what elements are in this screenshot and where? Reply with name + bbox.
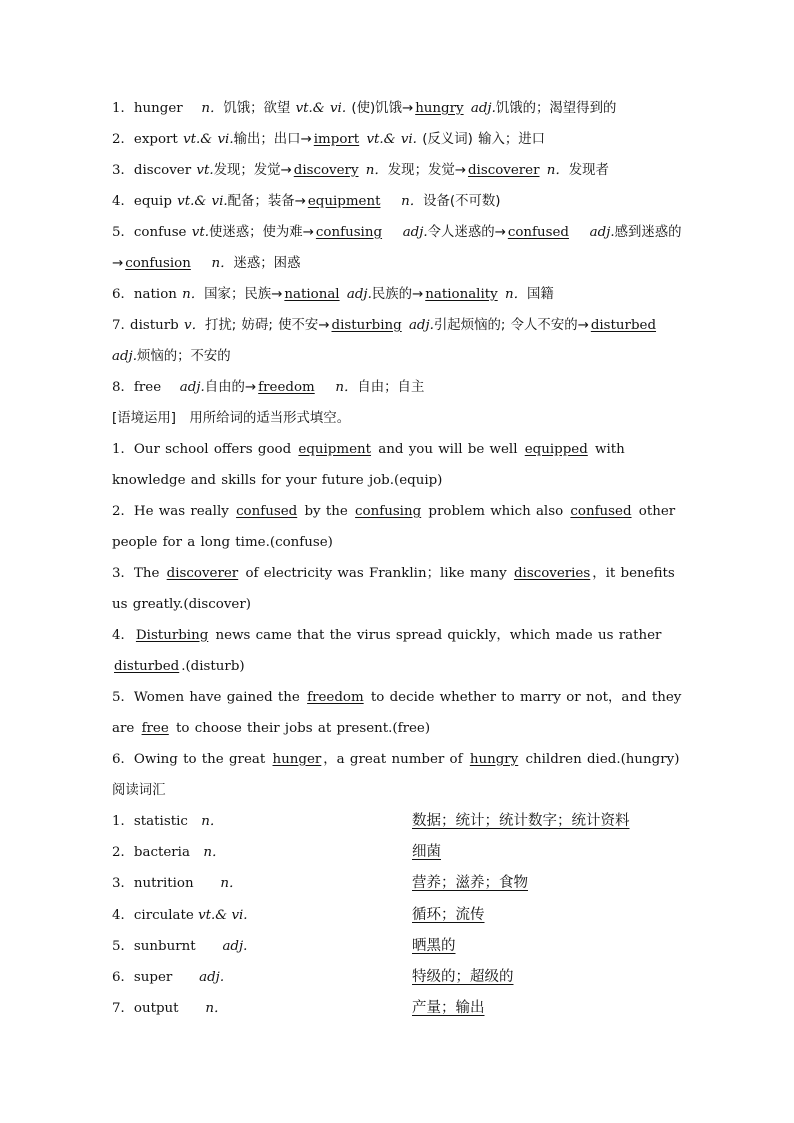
vocab-meaning: 产量；输出: [412, 1000, 485, 1017]
vocab-meaning: 细菌: [412, 844, 441, 861]
answer-blank: freedom: [307, 690, 364, 705]
answer-blank: confused: [507, 225, 569, 240]
reading-vocab-list: [112, 806, 687, 1024]
vocab-row: 3．nutrition n． 营养；滋养；食物: [112, 868, 687, 899]
sentence-item: 4． Disturbing news came that the virus spread quickly，which made us rather disturbed .(disturb): [112, 628, 662, 674]
vocab-row: 1．statistic n． 数据；统计；统计数字；统计资料: [112, 806, 687, 837]
answer-blank: confused: [236, 504, 298, 519]
word-form-item: 7. disturb v．打扰; 妨碍; 使不安→ disturbing adj.引起烦恼的; 令人不安的→ disturbed adj.烦恼的；不安的: [112, 318, 657, 364]
answer-blank: discoveries: [513, 566, 591, 581]
sentence-item: 3．The discoverer of electricity was Franklin；like many discoveries ，it benefits us greatly.(discover): [112, 566, 675, 612]
answer-blank: free: [141, 721, 169, 736]
reading-heading: 阅读词汇: [112, 783, 166, 798]
vocab-row: 7．output n． 产量；输出: [112, 993, 687, 1024]
answer-blank: hungry: [415, 101, 464, 116]
word-form-item: 1．hunger n．饥饿；欲望 vt.& vi. (使)饥饿→ hungry adj.饥饿的；渴望得到的: [112, 101, 617, 116]
sentence-item: 6．Owing to the great hunger ，a great number of hungry children died.(hungry): [112, 752, 680, 767]
word-form-item: 6．nation n．国家；民族→ national adj.民族的→ nationality n．国籍: [112, 287, 554, 302]
answer-blank: equipped: [524, 442, 588, 457]
answer-blank: discoverer: [467, 163, 540, 178]
answer-blank: nationality: [425, 287, 498, 302]
context-heading: [语境运用] 用所给词的适当形式填空。: [112, 411, 351, 426]
sentence-list: [112, 434, 687, 775]
word-form-item: 4．equip vt.& vi.配备；装备→ equipment n．设备(不可数): [112, 194, 501, 209]
vocab-meaning: 特级的；超级的: [412, 969, 514, 986]
answer-blank: equipment: [307, 194, 381, 209]
answer-blank: discoverer: [166, 566, 239, 581]
answer-blank: Disturbing: [135, 628, 209, 643]
answer-blank: freedom: [258, 380, 315, 395]
vocab-row: 2．bacteria n． 细菌: [112, 837, 687, 868]
answer-blank: confusion: [125, 256, 191, 271]
answer-blank: discovery: [293, 163, 359, 178]
answer-blank: disturbing: [331, 318, 402, 333]
answer-blank: import: [313, 132, 360, 147]
vocab-row: 6．super adj. 特级的；超级的: [112, 962, 687, 993]
vocab-meaning: 营养；滋养；食物: [412, 875, 528, 892]
vocab-meaning: 循环；流传: [412, 906, 485, 923]
sentence-item: 5．Women have gained the freedom to decide whether to marry or not，and they are free to choose their jobs at present.(free): [112, 690, 682, 736]
word-form-item: 8．free adj.自由的→ freedom n．自由；自主: [112, 380, 425, 395]
word-form-item: 5．confuse vt.使迷惑；使为难→ confusing adj.令人迷惑的→ confused adj.感到迷惑的→ confusion n．迷惑；困惑: [112, 225, 682, 271]
vocab-meaning: 数据；统计；统计数字；统计资料: [412, 813, 630, 830]
word-form-item: 3．discover vt.发现；发觉→ discovery n．发现；发觉→ discoverer n．发现者: [112, 163, 609, 178]
word-forms-list: [112, 93, 687, 403]
answer-blank: disturbed: [590, 318, 657, 333]
sentence-item: 1．Our school offers good equipment and you will be well equipped with knowledge and skills for your future job.(equip): [112, 442, 625, 488]
document-page: [112, 93, 687, 1024]
vocab-meaning: 晒黑的: [412, 937, 456, 954]
answer-blank: confusing: [315, 225, 383, 240]
sentence-item: 2．He was really confused by the confusing problem which also confused other people for a long time.(confuse): [112, 504, 676, 550]
answer-blank: national: [284, 287, 340, 302]
answer-blank: hungry: [469, 752, 519, 767]
vocab-row: 5．sunburnt adj. 晒黑的: [112, 931, 687, 962]
answer-blank: confused: [570, 504, 632, 519]
vocab-row: 4．circulate vt.& vi. 循环；流传: [112, 900, 687, 931]
answer-blank: equipment: [298, 442, 372, 457]
answer-blank: hunger: [272, 752, 322, 767]
word-form-item: 2．export vt.& vi.输出；出口→ import vt.& vi. (反义词) 输入；进口: [112, 132, 546, 147]
answer-blank: disturbed: [114, 659, 180, 674]
answer-blank: confusing: [355, 504, 422, 519]
